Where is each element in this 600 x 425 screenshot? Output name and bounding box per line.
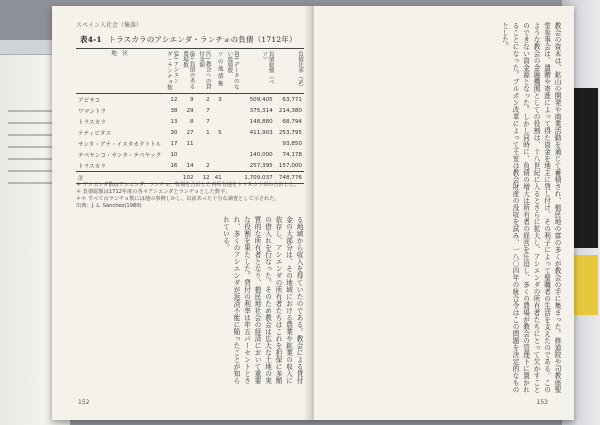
table-cell: 3 [218,96,222,103]
table-header: 負債総額（ペソ） [240,49,275,94]
table-cell [212,105,224,116]
table-cell [179,149,195,160]
table-cell: 509,405 [249,96,273,103]
page-number-right: 153 [536,399,548,406]
running-head: スペイン人社会（集落） [76,22,143,29]
table-cell: 11 [186,140,194,147]
table-cell-region: テペヤンコ・サンタ・テペヤック [78,152,162,159]
table-cell: 140,000 [249,151,273,158]
table-cell [224,127,240,138]
table-cell-region: アピサコ [78,97,101,104]
table-cell [224,160,240,172]
left-body-text: る地域から収入を得ていたのである。教会による貸付金の大部分は、その地域における農業や鉱業の収入に依存し、アシエンダの所有者たちはこれを担保に多額の借入れを行なった。そのため教会は広大な土地の実質的な所有者となり、植民地社会の経済において重要な役割を果たした。貸付の利率は年五パーセントとされ、多くのアシエンダが返済不能に陥ったことが知られている。 [221,216,303,384]
table-cell: 2 [206,96,210,103]
table-row [76,116,304,127]
table-cell: 5 [218,129,222,136]
table-row [76,127,304,138]
table-note: ＊ 負債総額は1712年度の各々アシエンダとランチョとした数字。 [76,189,231,195]
table-cell: 214,380 [278,107,302,114]
table-note: ＊ アシエンダ数はアシエンダ、ランチョ、牧場を合計した再所有地をトラスカラ市の合計した。 [76,182,300,188]
table-cell: 257,395 [249,162,273,169]
table-cell: 1,709,037 [240,172,275,184]
table-row [76,138,304,149]
table-row [76,105,304,116]
table-cell: 375,314 [249,107,273,114]
table-caption: トラスカラのアシエンダ・ランチョの負債（1712年） [108,35,297,44]
table-row [76,94,304,106]
table-cell: 411,903 [249,129,273,136]
table-cell: 17 [170,140,178,147]
table-cell [224,105,240,116]
table-cell: 30 [170,129,178,136]
table-cell: 8 [190,118,194,125]
debt-table [76,48,304,184]
table-cell: 41 [212,172,224,184]
table-source: 出典：J. L. Sánchez(1980) [76,203,142,209]
table-cell: 38 [170,107,178,114]
table-header: 地 区 [76,49,163,94]
table-cell: 10 [170,151,178,158]
table-cell: 7 [206,118,210,125]
table-cell: 63,771 [282,96,302,103]
table-note: ＊＊ すべてのランチョ数には他の事例しかし、以前あった十分な調査として示された。 [76,196,280,202]
table-header: (D) データのない農場数 [224,49,240,94]
table-header: (B) 負債のある農場数 [179,49,195,94]
table-header: 負債比率（%） [275,49,304,94]
table-notes [76,182,304,210]
table-id: 表4-1 [80,35,102,44]
table-cell-region: ワマントラ [78,108,106,115]
right-body-text: 教会の資本は、鉱山の開発や商業活動を通じて蓄積され、植民地の富の多くが教会の手に集まった。修道院や司教座聖堂参事会は、遺贈や寄進によって得た資金を地主に貸し付け、その利子によって聖職者の生活を支えたのである。このような教会の金融機関としての役割は、十八世紀に入るとさらに拡大し、アシエンダの所有者たちにとって欠かすことのできない資金源となった。しかし同時に、負債の増大は所有者の経営を圧迫し、多くの農場が教会の管理下に置かれることになった。ブルボン改革によって王室は教会財産の没収を試み、一八〇四年の統合令はこの問題を決定的なものとした。 [500,22,561,393]
table-cell: 27 [186,129,194,136]
table-cell [196,138,212,149]
table-cell [212,160,224,172]
table-cell-region: サンタ・アナ・イスタカクトトル [78,141,162,148]
table-cell: 12 [170,96,178,103]
table-cell: 74,178 [282,151,302,158]
table-cell: 14 [186,162,194,169]
table-row [76,160,304,172]
table-cell: 29 [186,107,194,114]
table-cell: 68,794 [282,118,302,125]
table-cell: 16 [170,162,178,169]
right-page [314,6,574,420]
table-cell: 93,850 [282,140,302,147]
table-cell [212,149,224,160]
table-cell [196,149,212,160]
left-page [52,6,312,420]
table-cell: 2 [206,162,210,169]
table-cell: 13 [170,118,178,125]
table-cell: 7 [206,107,210,114]
table-header: (C) 教会への貸付金額 [196,49,212,94]
table-title [80,34,300,45]
table-cell [212,116,224,127]
table-cell [224,149,240,160]
table-cell [212,138,224,149]
table-cell [240,138,275,149]
table-cell: 9 [190,96,194,103]
open-book [52,6,574,420]
table-header: (A) アシエンダ・ランチョ数 [163,49,179,94]
table-cell: 748,776 [275,172,304,184]
table-cell-region: トラスカラ [78,163,106,170]
table-cell: 253,795 [278,129,302,136]
table-cell [224,116,240,127]
table-cell: 102 [179,172,195,184]
table-cell-region: トラスカラ [78,119,106,126]
table-cell [224,138,240,149]
table-header: ソ の 他 債 権 [212,49,224,94]
table-cell-region: ナティビタス [78,130,112,137]
table-cell: 157,000 [278,162,302,169]
table-cell: 1 [206,129,210,136]
table-cell: 12 [196,172,212,184]
table-cell: 148,880 [249,118,273,125]
page-number-left: 152 [78,399,90,406]
table-cell [224,94,240,106]
table-cell-region: 計 [76,172,163,184]
table-row [76,149,304,160]
table-header-row [76,49,304,94]
